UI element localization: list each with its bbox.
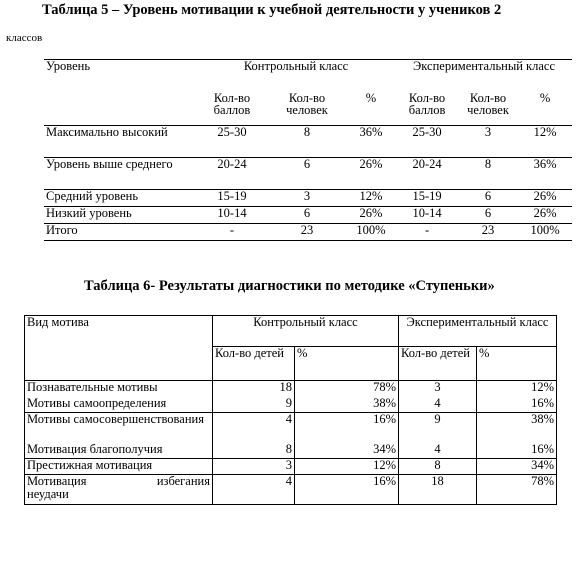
header-percent: % <box>518 92 572 126</box>
table6-caption: Таблица 6- Результаты диагностики по методике «Ступеньки» <box>84 278 495 294</box>
header-children: Кол-во детей <box>213 347 295 381</box>
table-row: Низкий уровень 10-14 6 26% 10-14 6 26% <box>44 207 572 224</box>
table5-caption-cont: классов <box>6 32 43 44</box>
table-row: Мотивы самосовершенствования 4 16% 9 38% <box>25 413 557 443</box>
table-row: Средний уровень 15-19 3 12% 15-19 6 26% <box>44 190 572 207</box>
table6 <box>24 315 557 505</box>
table5 <box>44 59 572 241</box>
table5-caption: Таблица 5 – Уровень мотивации к учебной деятельности у учеников 2 <box>42 2 502 18</box>
table-row: Итого - 23 100% - 23 100% <box>44 224 572 241</box>
header-people: Кол-во человек <box>458 92 518 126</box>
table-row: Мотивы самоопределения 9 38% 4 16% <box>25 397 557 413</box>
header-points: Кол-во баллов <box>196 92 268 126</box>
table-row: Максимально высокий 25-30 8 36% 25-30 3 12% <box>44 126 572 158</box>
table-row: Мотивация избегания неудачи 4 16% 18 78% <box>25 475 557 505</box>
table-row: Мотивация благополучия 8 34% 4 16% <box>25 443 557 459</box>
header-motive: Вид мотива <box>25 316 213 347</box>
header-control: Контрольный класс <box>213 316 399 347</box>
table-row: Престижная мотивация 3 12% 8 34% <box>25 459 557 475</box>
header-children: Кол-во детей <box>399 347 477 381</box>
header-percent: % <box>477 347 557 381</box>
header-percent: % <box>295 347 399 381</box>
header-experimental: Экспериментальный класс <box>399 316 557 347</box>
table-row: Уровень выше среднего 20-24 6 26% 20-24 8 36% <box>44 158 572 190</box>
header-experimental: Экспериментальный класс <box>396 60 572 92</box>
header-level: Уровень <box>44 60 196 92</box>
header-points: Кол-во баллов <box>396 92 458 126</box>
header-percent: % <box>346 92 396 126</box>
header-people: Кол-во человек <box>268 92 346 126</box>
header-control: Контрольный класс <box>196 60 396 92</box>
table-row: Познавательные мотивы 18 78% 3 12% <box>25 381 557 397</box>
